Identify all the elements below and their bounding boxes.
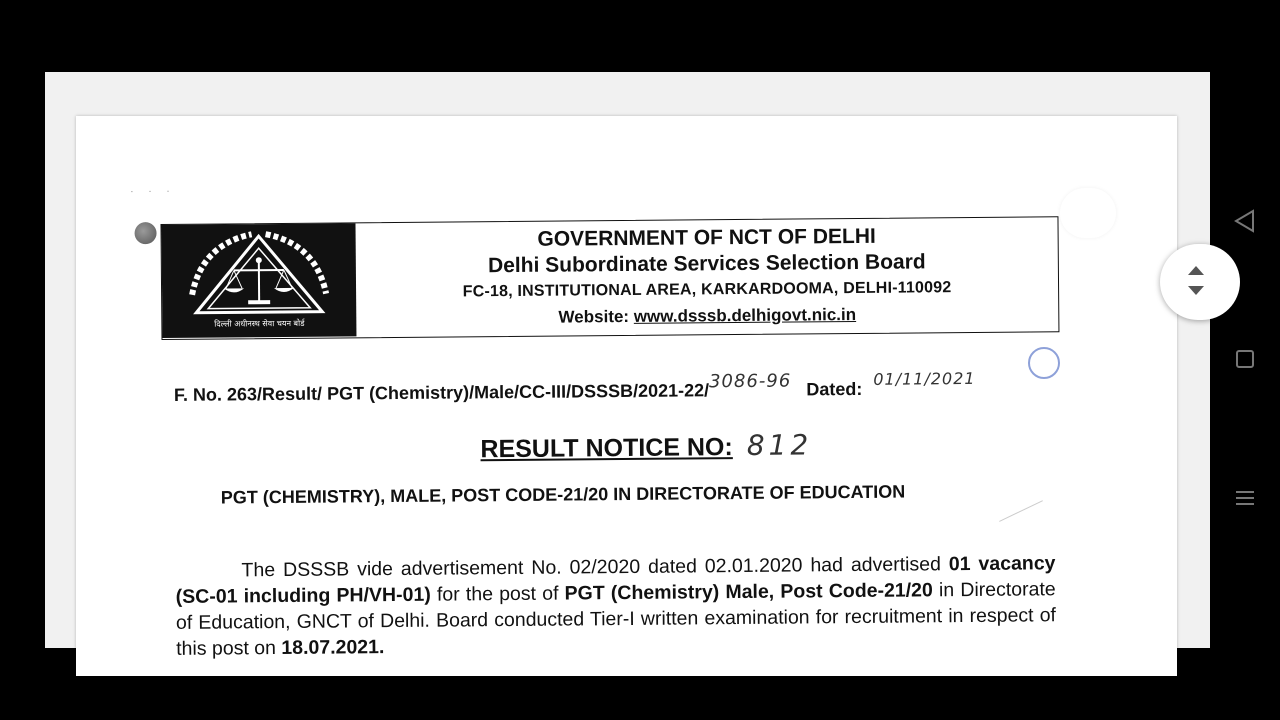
website-link[interactable]: www.dsssb.delhigovt.nic.in <box>633 304 857 326</box>
scanned-content <box>74 111 1180 681</box>
back-triangle-icon[interactable] <box>1232 208 1258 234</box>
selection-handle[interactable] <box>1028 347 1060 379</box>
scan-specks: · · · <box>130 185 176 198</box>
body-text-2: for the post of <box>430 582 565 606</box>
body-text-1: The DSSSB vide advertisement No. 02/2020 dated 02.01.2020 had advertised <box>241 553 949 582</box>
board-name: Delhi Subordinate Services Selection Board <box>487 250 926 278</box>
logo-caption: दिल्ली अधीनस्थ सेवा चयन बोर्ड <box>214 318 305 329</box>
menu-lines-icon[interactable] <box>1232 485 1258 511</box>
file-number-handwritten: 3086-96 <box>708 370 792 393</box>
result-notice-label: RESULT NOTICE NO: <box>480 433 733 464</box>
dsssb-logo <box>161 223 356 338</box>
floating-button-shadow <box>1060 188 1116 238</box>
scroll-down-arrow-icon <box>1188 286 1204 295</box>
website-label: Website: <box>558 306 630 327</box>
result-notice-title <box>480 428 812 464</box>
body-bold-vacancy: 01 vacancy (SC-01 including PH/VH-01) <box>175 552 1056 608</box>
scales-of-justice-logo-icon <box>161 223 356 338</box>
body-bold-date: 18.07.2021. <box>281 636 385 660</box>
body-text-3: in Directorate of Education, GNCT of Delhi. Board conducted Tier-I written examination for recruitment in respect of this post on <box>175 578 1057 660</box>
scroll-updown-icon[interactable] <box>1160 244 1240 320</box>
pen-mark <box>999 500 1043 522</box>
dated-label: Dated: <box>806 378 863 400</box>
government-name: GOVERNMENT OF NCT OF DELHI <box>537 224 876 251</box>
website-line <box>356 303 1058 329</box>
date-handwritten: 01/11/2021 <box>873 368 976 389</box>
body-bold-post: PGT (Chemistry) Male, Post Code-21/20 <box>564 579 933 605</box>
file-number-line <box>173 368 976 406</box>
board-address: FC-18, INSTITUTIONAL AREA, KARKARDOOMA, DELHI-110092 <box>462 279 952 301</box>
home-square-icon[interactable] <box>1232 346 1258 372</box>
notice-subject: PGT (CHEMISTRY), MALE, POST CODE-21/20 IN DIRECTORATE OF EDUCATION <box>220 481 906 508</box>
letterhead <box>160 216 1059 340</box>
scroll-up-arrow-icon <box>1188 266 1204 275</box>
document-page <box>76 116 1177 676</box>
file-number: F. No. 263/Result/ PGT (Chemistry)/Male/CC-III/DSSSB/2021-22/ <box>173 380 710 405</box>
notice-body <box>175 550 1056 662</box>
result-notice-number: 812 <box>746 428 813 462</box>
hole-punch-mark <box>134 222 156 244</box>
